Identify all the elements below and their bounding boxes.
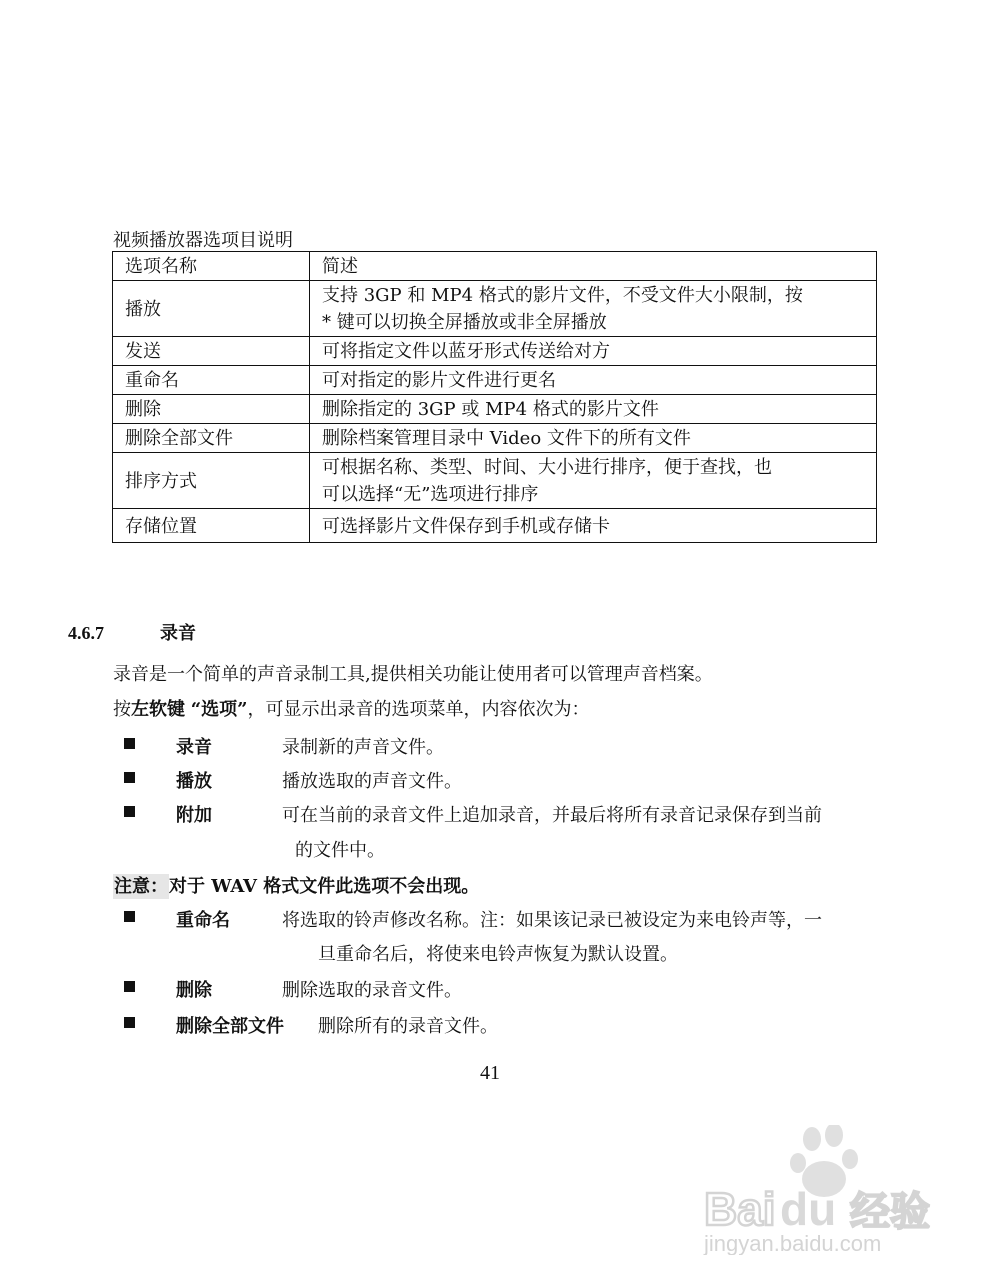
item-term: 播放: [176, 771, 212, 792]
page-number: 41: [480, 1062, 500, 1084]
item-desc: 删除所有的录音文件。: [318, 1016, 498, 1037]
item-desc: 删除选取的录音文件。: [282, 980, 462, 1001]
table-row: [113, 366, 877, 395]
item-desc: 将选取的铃声修改名称。注：如果该记录已被设定为来电铃声等，一: [282, 910, 822, 931]
option-desc-line: 可以选择“无”选项进行排序: [322, 484, 539, 505]
square-bullet-icon: [124, 772, 135, 783]
option-desc: 可选择影片文件保存到手机或存储卡: [310, 509, 877, 543]
menu-prefix: 按: [113, 699, 131, 720]
square-bullet-icon: [124, 806, 135, 817]
table-header-row: [113, 252, 877, 281]
option-name: 删除全部文件: [113, 424, 310, 453]
option-name: 播放: [113, 281, 310, 337]
square-bullet-icon: [124, 1017, 135, 1028]
svg-text:jingyan.baidu.com: jingyan.baidu.com: [704, 1231, 882, 1255]
item-desc-continuation: 的文件中。: [295, 840, 385, 861]
square-bullet-icon: [124, 738, 135, 749]
table-row: [113, 509, 877, 543]
option-name: 排序方式: [113, 453, 310, 509]
item-desc-continuation: 旦重命名后，将使来电铃声恢复为默认设置。: [318, 944, 678, 965]
item-desc: 播放选取的声音文件。: [282, 771, 462, 792]
table-row: [113, 337, 877, 366]
menu-option: “选项”: [190, 699, 248, 720]
note-text: 对于 WAV 格式文件此选项不会出现。: [169, 876, 480, 897]
header-cell-name: 选项名称: [113, 252, 310, 281]
baidu-watermark-logo: [700, 1125, 950, 1255]
option-desc: 删除档案管理目录中 Video 文件下的所有文件: [310, 424, 877, 453]
section-heading: [68, 619, 196, 645]
square-bullet-icon: [124, 981, 135, 992]
table-row: [113, 281, 877, 337]
item-term: 重命名: [176, 910, 230, 931]
note-label: 注意：: [114, 876, 168, 897]
item-term: 删除: [176, 980, 212, 1001]
option-desc: 可将指定文件以蓝牙形式传送给对方: [310, 337, 877, 366]
table-caption: 视频播放器选项目说明: [113, 230, 293, 251]
option-name: 重命名: [113, 366, 310, 395]
options-table: [112, 251, 877, 543]
square-bullet-icon: [124, 911, 135, 922]
item-term: 录音: [176, 737, 212, 758]
option-name: 存储位置: [113, 509, 310, 543]
table-row: [113, 424, 877, 453]
svg-text:Bai: Bai: [704, 1183, 776, 1235]
svg-text:经验: 经验: [850, 1189, 930, 1235]
table-row: [113, 395, 877, 424]
section-title: 录音: [160, 623, 196, 644]
menu-suffix: ，可显示出录音的选项菜单，内容依次为：: [247, 699, 590, 720]
svg-text:du: du: [780, 1183, 837, 1235]
item-desc: 录制新的声音文件。: [282, 737, 444, 758]
section-number: 4.6.7: [68, 623, 104, 643]
option-name: 发送: [113, 337, 310, 366]
option-name: 删除: [113, 395, 310, 424]
option-desc-line: * 键可以切换全屏播放或非全屏播放: [322, 312, 607, 333]
option-desc: [310, 453, 877, 509]
item-term: 删除全部文件: [176, 1016, 284, 1037]
option-desc: 可对指定的影片文件进行更名: [310, 366, 877, 395]
section-intro: 录音是一个简单的声音录制工具,提供相关功能让使用者可以管理声音档案。: [113, 664, 713, 685]
header-cell-desc: 简述: [310, 252, 877, 281]
menu-instruction: [113, 695, 589, 721]
option-desc-line: 支持 3GP 和 MP4 格式的影片文件，不受文件大小限制，按: [322, 285, 803, 306]
item-desc: 可在当前的录音文件上追加录音，并最后将所有录音记录保存到当前: [282, 805, 822, 826]
note: [113, 872, 479, 898]
menu-key: 左软键: [131, 699, 185, 720]
table-row: [113, 453, 877, 509]
option-desc-line: 可根据名称、类型、时间、大小进行排序，便于查找，也: [322, 457, 772, 478]
option-desc: 删除指定的 3GP 或 MP4 格式的影片文件: [310, 395, 877, 424]
item-term: 附加: [176, 805, 212, 826]
option-desc: [310, 281, 877, 337]
